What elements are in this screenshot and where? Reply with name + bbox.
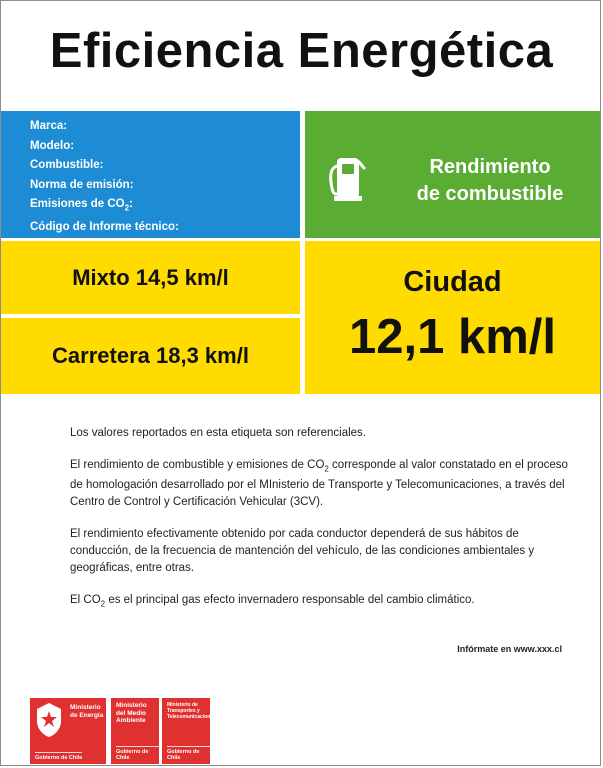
note-co2-a: El CO (70, 594, 101, 607)
spec-marca: Marca: (30, 120, 68, 132)
note-co2-b: es el principal gas efecto invernadero responsable del cambio climático. (105, 594, 475, 607)
fuel-title-line2: de combustible (416, 183, 564, 205)
logo-energia-gobierno: Gobierno de Chile (35, 752, 82, 761)
co2-subscript: 2 (324, 464, 329, 474)
spec-emisiones-text: Emisiones de CO (30, 198, 125, 210)
logo-ministerio-transportes (162, 698, 216, 764)
page-title: Eficiencia Energética (49, 24, 554, 78)
fuel-title-line1: Rendimiento (429, 156, 551, 178)
fuel-efficiency-panel (305, 111, 600, 238)
co2-subscript: 2 (100, 599, 106, 609)
mixed-efficiency-box (1, 241, 300, 314)
logo-transportes-gobierno: Gobierno de Chile (167, 746, 210, 761)
note-co2 (70, 592, 580, 612)
note-homologacion (70, 457, 580, 511)
highway-efficiency-value: Carretera 18,3 km/l (52, 343, 249, 368)
highway-efficiency-box (1, 318, 300, 394)
info-link[interactable]: Infórmate en www.xxx.cl (457, 644, 562, 654)
spec-emisiones-colon: : (129, 198, 133, 210)
logo-medio-ambiente-name: Ministerio del Medio Ambiente (116, 702, 147, 724)
fuel-efficiency-title (385, 154, 595, 208)
vehicle-specs-panel (1, 111, 300, 238)
note-conductor: El rendimiento efectivamente obtenido por cada conductor dependerá de sus hábitos de conducción, de la frecuencia de mantención del vehículo, de las condiciones ambientales y geográficas, entre otras. (70, 528, 535, 575)
city-label: Ciudad (403, 266, 502, 298)
note-homologacion-a: El rendimiento de combustible y emisiones de CO (70, 459, 325, 471)
spec-modelo: Modelo: (30, 139, 75, 152)
city-efficiency-value: 12,1 km/l (348, 310, 557, 364)
logo-ministerio-medio-ambiente (111, 698, 159, 764)
fuel-pump-icon (329, 154, 367, 202)
note-referenciales: Los valores reportados en esta etiqueta son referenciales. (70, 427, 366, 439)
logo-energia-name: Ministerio de Energía (70, 704, 104, 719)
chile-shield-icon (33, 701, 65, 739)
city-efficiency-box (305, 241, 600, 394)
logo-ministerio-energia (30, 698, 106, 764)
logo-transportes-name: Ministerio de Transportes y Telecomunicaciones (167, 702, 216, 720)
spec-norma: Norma de emisión: (30, 178, 134, 191)
disclaimer-notes (70, 425, 580, 628)
logo-medio-ambiente-gobierno: Gobierno de Chile (116, 746, 159, 761)
spec-combustible: Combustible: (30, 159, 104, 171)
spec-codigo: Código de Informe técnico: (30, 220, 179, 233)
co2-subscript: 2 (124, 203, 130, 213)
mixed-efficiency-value: Mixto 14,5 km/l (72, 265, 229, 290)
note-homologacion-b: corresponde al valor constatado en el proceso de homologación desarrollado por el MInisterio de Transporte y Telecomunicaciones, a través del Centro de Control y Certificación Vehicular (3CV). (70, 459, 568, 509)
spec-emisiones (30, 195, 300, 218)
